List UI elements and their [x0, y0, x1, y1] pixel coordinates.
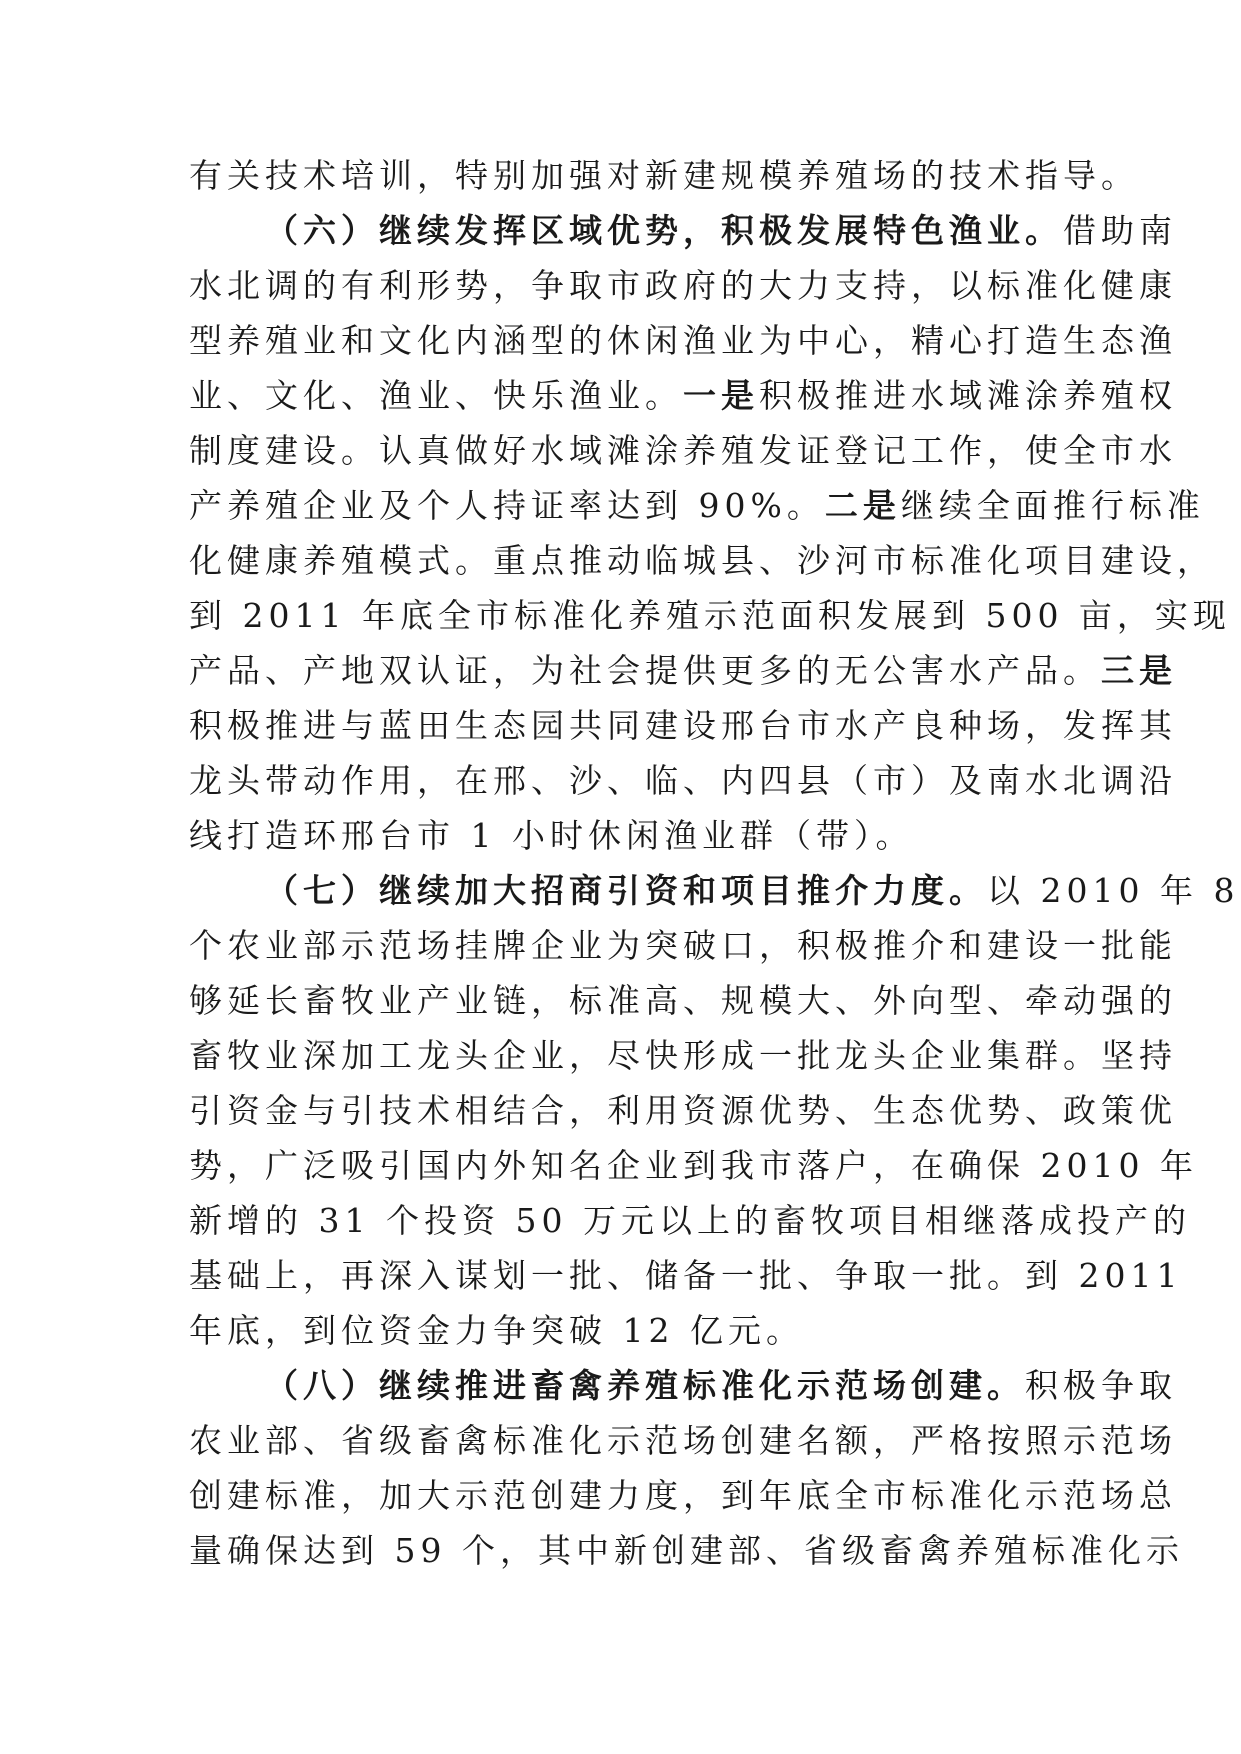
text-line [189, 1468, 1177, 1523]
text-line [189, 1413, 1177, 1468]
text-line [189, 643, 1177, 698]
text-line [189, 313, 1177, 368]
bold-heading-text: （六）继续发挥区域优势，积极发展特色渔业。 [265, 211, 1063, 250]
body-text: 以 2010 年 8 [987, 871, 1240, 910]
text-line [189, 918, 1177, 973]
text-line [189, 698, 1177, 753]
body-text: 积极推进与蓝田生态园共同建设邢台市水产良种场，发挥其 [189, 706, 1177, 745]
text-line [189, 148, 1139, 203]
body-text: 产品、产地双认证，为社会提供更多的无公害水产品。 [189, 651, 1101, 690]
bold-heading-text: 一是 [683, 376, 759, 415]
body-text: 水北调的有利形势，争取市政府的大力支持，以标准化健康 [189, 266, 1177, 305]
text-line [189, 1303, 1051, 1358]
body-text: 量确保达到 59 个，其中新创建部、省级畜禽养殖标准化示 [189, 1531, 1184, 1570]
text-line [189, 1138, 1198, 1193]
body-text: 势，广泛吸引国内外知名企业到我市落户，在确保 2010 年 [189, 1146, 1198, 1185]
body-text: 年底，到位资金力争突破 12 亿元。 [189, 1311, 804, 1350]
body-text: 创建标准，加大示范创建力度，到年底全市标准化示范场总 [189, 1476, 1177, 1515]
body-text: 积极争取 [1025, 1366, 1177, 1405]
bold-heading-text: 二是 [824, 486, 901, 525]
bold-heading-text: （八）继续推进畜禽养殖标准化示范场创建。 [265, 1366, 1025, 1405]
text-line [189, 1523, 1184, 1578]
text-line [189, 588, 1231, 643]
bold-heading-text: （七）继续加大招商引资和项目推介力度。 [265, 871, 987, 910]
body-text: 积极推进水域滩涂养殖权 [759, 376, 1177, 415]
body-text: 引资金与引技术相结合，利用资源优势、生态优势、政策优 [189, 1091, 1177, 1130]
text-line [189, 258, 1177, 313]
document-body-text [189, 148, 1240, 1578]
body-text: 产养殖企业及个人持证率达到 90%。 [189, 486, 825, 525]
body-text: 线打造环邢台市 1 小时休闲渔业群（带）。 [189, 816, 914, 855]
body-text: 畜牧业深加工龙头企业，尽快形成一批龙头企业集群。坚持 [189, 1036, 1177, 1075]
body-text: 新增的 31 个投资 50 万元以上的畜牧项目相继落成投产的 [189, 1201, 1191, 1240]
body-text: 继续全面推行标准 [900, 486, 1205, 525]
text-line [189, 863, 1240, 918]
body-text: 有关技术培训，特别加强对新建规模养殖场的技术指导。 [189, 156, 1139, 195]
body-text: 业、文化、渔业、快乐渔业。 [189, 376, 683, 415]
body-text: 借助南 [1063, 211, 1177, 250]
body-text: 化健康养殖模式。重点推动临城县、沙河市标准化项目建设， [189, 541, 1215, 580]
text-line [189, 1248, 1183, 1303]
text-line [189, 423, 1177, 478]
bold-heading-text: 三是 [1101, 651, 1177, 690]
text-line [189, 533, 1215, 588]
body-text: 基础上，再深入谋划一批、储备一批、争取一批。到 2011 [189, 1256, 1183, 1295]
body-text: 够延长畜牧业产业链，标准高、规模大、外向型、牵动强的 [189, 981, 1177, 1020]
text-line [189, 203, 1177, 258]
text-line [189, 808, 1051, 863]
text-line [189, 368, 1177, 423]
body-text: 龙头带动作用，在邢、沙、临、内四县（市）及南水北调沿 [189, 761, 1177, 800]
body-text: 型养殖业和文化内涵型的休闲渔业为中心，精心打造生态渔 [189, 321, 1177, 360]
body-text: 到 2011 年底全市标准化养殖示范面积发展到 500 亩，实现 [189, 596, 1231, 635]
text-line [189, 478, 1205, 533]
text-line [189, 1193, 1191, 1248]
body-text: 农业部、省级畜禽标准化示范场创建名额，严格按照示范场 [189, 1421, 1177, 1460]
text-line [189, 1358, 1177, 1413]
text-line [189, 973, 1177, 1028]
text-line [189, 1028, 1177, 1083]
body-text: 制度建设。认真做好水域滩涂养殖发证登记工作，使全市水 [189, 431, 1177, 470]
text-line [189, 753, 1177, 808]
body-text: 个农业部示范场挂牌企业为突破口，积极推介和建设一批能 [189, 926, 1177, 965]
text-line [189, 1083, 1177, 1138]
